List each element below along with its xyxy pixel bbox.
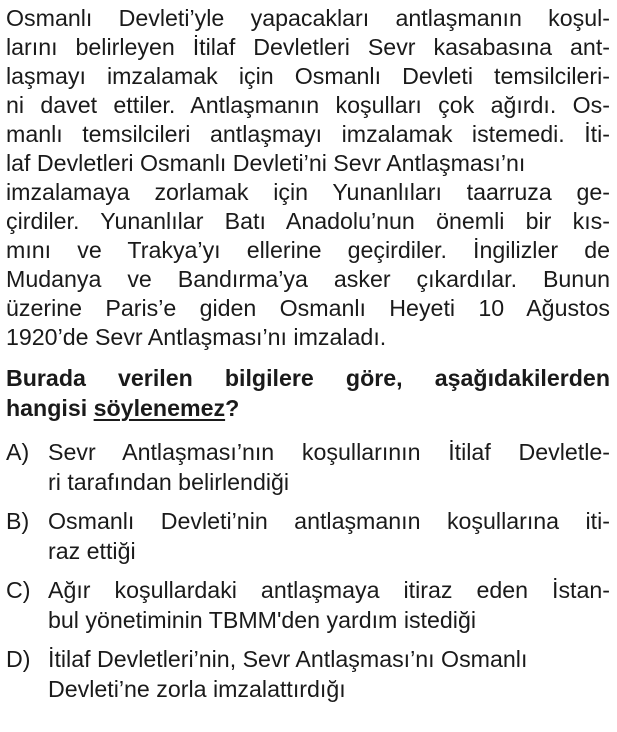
option-b[interactable] <box>6 506 610 566</box>
option-c[interactable] <box>6 575 610 635</box>
answer-options <box>6 437 610 704</box>
question-document <box>6 4 610 713</box>
option-line: İtilaf Devletleri’nin, Sevr Antlaşması’nı Osmanlı <box>48 646 528 672</box>
option-line: Devleti’ne zorla imzalattırdığı <box>48 676 346 702</box>
passage-line: 1920’de Sevr Antlaşması’nı imzaladı. <box>6 324 387 350</box>
passage-line: larını belirleyen İtilaf Devletleri Sevr kasabasına ant- <box>6 34 610 60</box>
question-line <box>6 393 610 423</box>
option-line: Osmanlı Devleti’nin antlaşmanın koşullarına iti- <box>48 508 610 534</box>
option-letter: A) <box>6 439 30 465</box>
question-mark: ? <box>225 395 240 421</box>
option-a[interactable] <box>6 437 610 497</box>
option-letter: C) <box>6 577 31 603</box>
passage-line: üzerine Paris’e giden Osmanlı Heyeti 10 Ağustos <box>6 295 610 321</box>
option-text <box>48 575 610 635</box>
passage-line: çirdiler. Yunanlılar Batı Anadolu’nun önemli bir kıs- <box>6 208 610 234</box>
option-line: Sevr Antlaşması’nın koşullarının İtilaf Devletle- <box>48 439 610 465</box>
question-emphasis: söylenemez <box>93 395 226 421</box>
passage-line: mını ve Trakya’yı ellerine geçirdiler. İngilizler de <box>6 237 610 263</box>
question-stem <box>6 363 610 423</box>
question-line: Burada verilen bilgilere göre, aşağıdakilerden <box>6 365 610 391</box>
question-prefix: hangisi <box>6 395 94 421</box>
option-d[interactable] <box>6 644 610 704</box>
option-text <box>48 437 610 497</box>
passage-line: Mudanya ve Bandırma’ya asker çıkardılar. Bunun <box>6 266 610 292</box>
option-letter: D) <box>6 646 31 672</box>
option-text <box>48 506 610 566</box>
passage-line: ni davet ettiler. Antlaşmanın koşulları çok ağırdı. Os- <box>6 92 610 118</box>
option-text <box>48 644 610 704</box>
passage-line: laf Devletleri Osmanlı Devleti’ni Sevr Antlaşması’nı <box>6 150 526 176</box>
option-line: Ağır koşullardaki antlaşmaya itiraz eden İstan- <box>48 577 610 603</box>
passage-line: manlı temsilcileri antlaşmayı imzalamak istemedi. İti- <box>6 121 610 147</box>
passage-line: laşmayı imzalamak için Osmanlı Devleti temsilcileri- <box>6 63 610 89</box>
passage-text <box>6 4 610 352</box>
option-line: raz ettiği <box>48 538 136 564</box>
passage-line: Osmanlı Devleti’yle yapacakları antlaşmanın koşul- <box>6 5 610 31</box>
passage-line: imzalamaya zorlamak için Yunanlıları taarruza ge- <box>6 179 610 205</box>
option-line: bul yönetiminin TBMM'den yardım istediği <box>48 607 476 633</box>
option-letter: B) <box>6 508 30 534</box>
option-line: ri tarafından belirlendiği <box>48 469 290 495</box>
